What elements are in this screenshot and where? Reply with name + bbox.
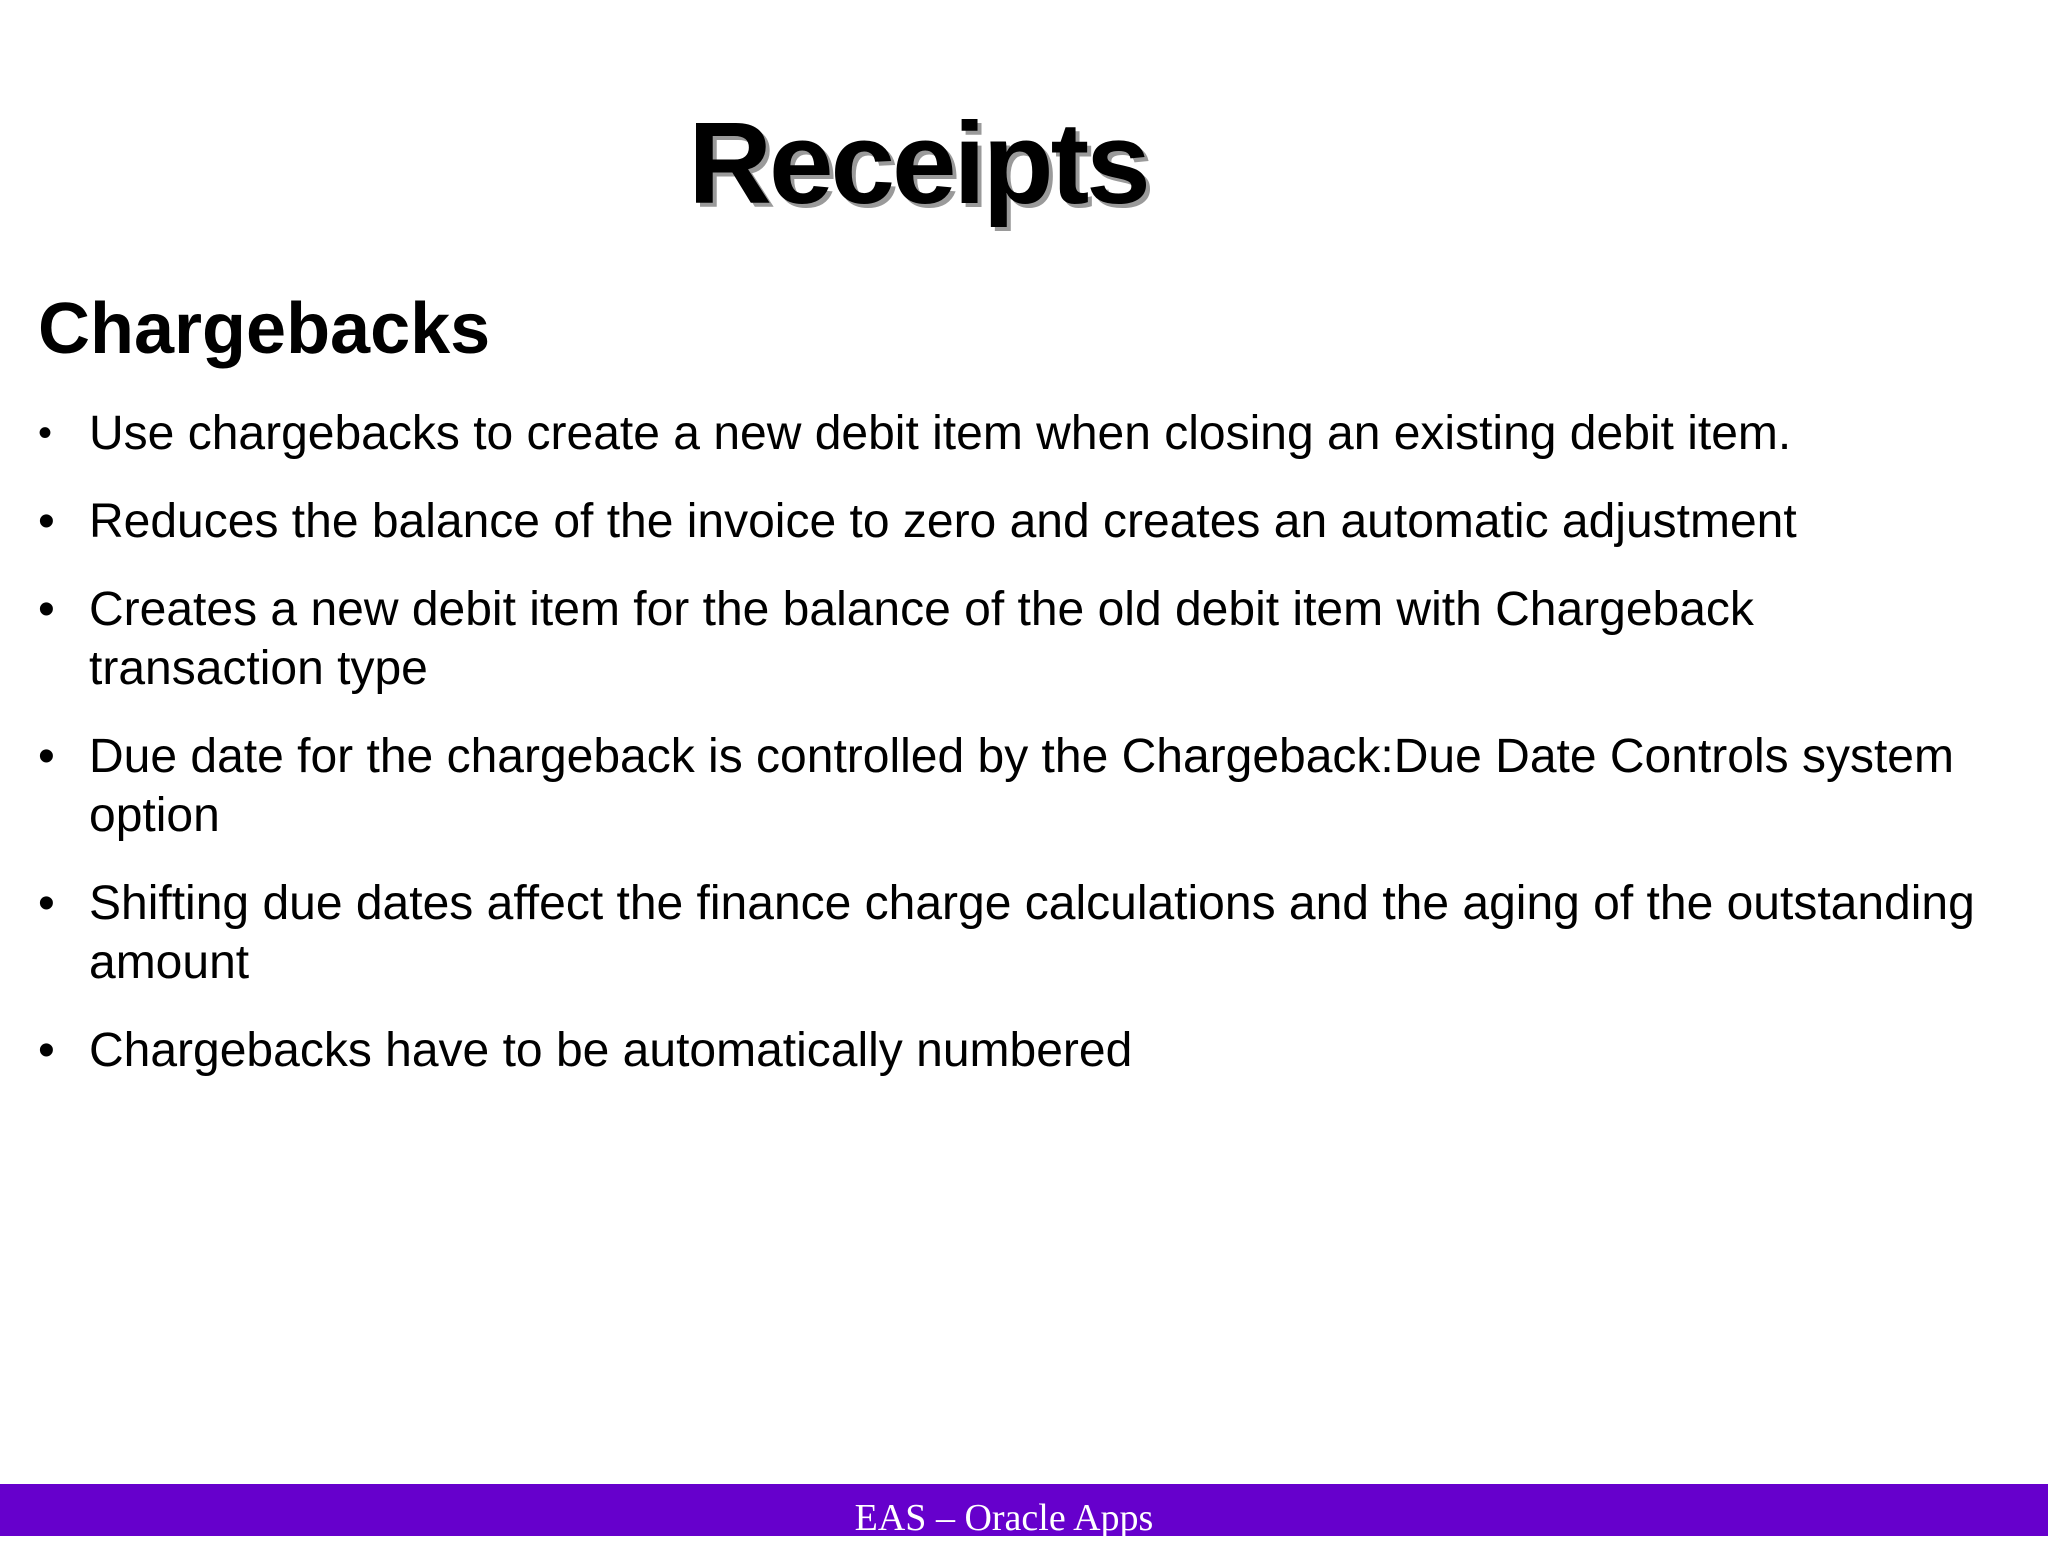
bullet-item <box>38 404 1998 463</box>
bullet-marker: • <box>38 730 55 783</box>
footer-bar <box>0 1484 2048 1539</box>
bullet-text: Reduces the balance of the invoice to zero and creates an automatic adjustment <box>89 495 1797 548</box>
slide-title: Receipts <box>688 98 1148 228</box>
bullet-text: Creates a new debit item for the balance of the old debit item with Chargeback transaction type <box>89 583 1754 695</box>
bullet-item <box>38 580 1998 698</box>
bullet-marker: • <box>38 495 55 548</box>
bullet-marker: • <box>38 411 53 455</box>
bullet-list <box>38 404 1998 1109</box>
bullet-text: Due date for the chargeback is controlled by the Chargeback:Due Date Controls system option <box>89 730 1954 842</box>
bullet-marker: • <box>38 1024 55 1077</box>
footer-text: EAS – Oracle Apps <box>854 1497 1154 1539</box>
bullet-text: Use chargebacks to create a new debit item when closing an existing debit item. <box>89 407 1792 460</box>
bullet-item <box>38 874 1998 992</box>
bullet-marker: • <box>38 583 55 636</box>
bullet-item <box>38 727 1998 845</box>
section-heading: Chargebacks <box>38 289 491 369</box>
bullet-item <box>38 1021 1998 1080</box>
bullet-text: Chargebacks have to be automatically numbered <box>89 1024 1133 1077</box>
bullet-item <box>38 492 1998 551</box>
bullet-text: Shifting due dates affect the finance charge calculations and the aging of the outstanding amount <box>89 877 1975 989</box>
bullet-marker: • <box>38 877 55 930</box>
